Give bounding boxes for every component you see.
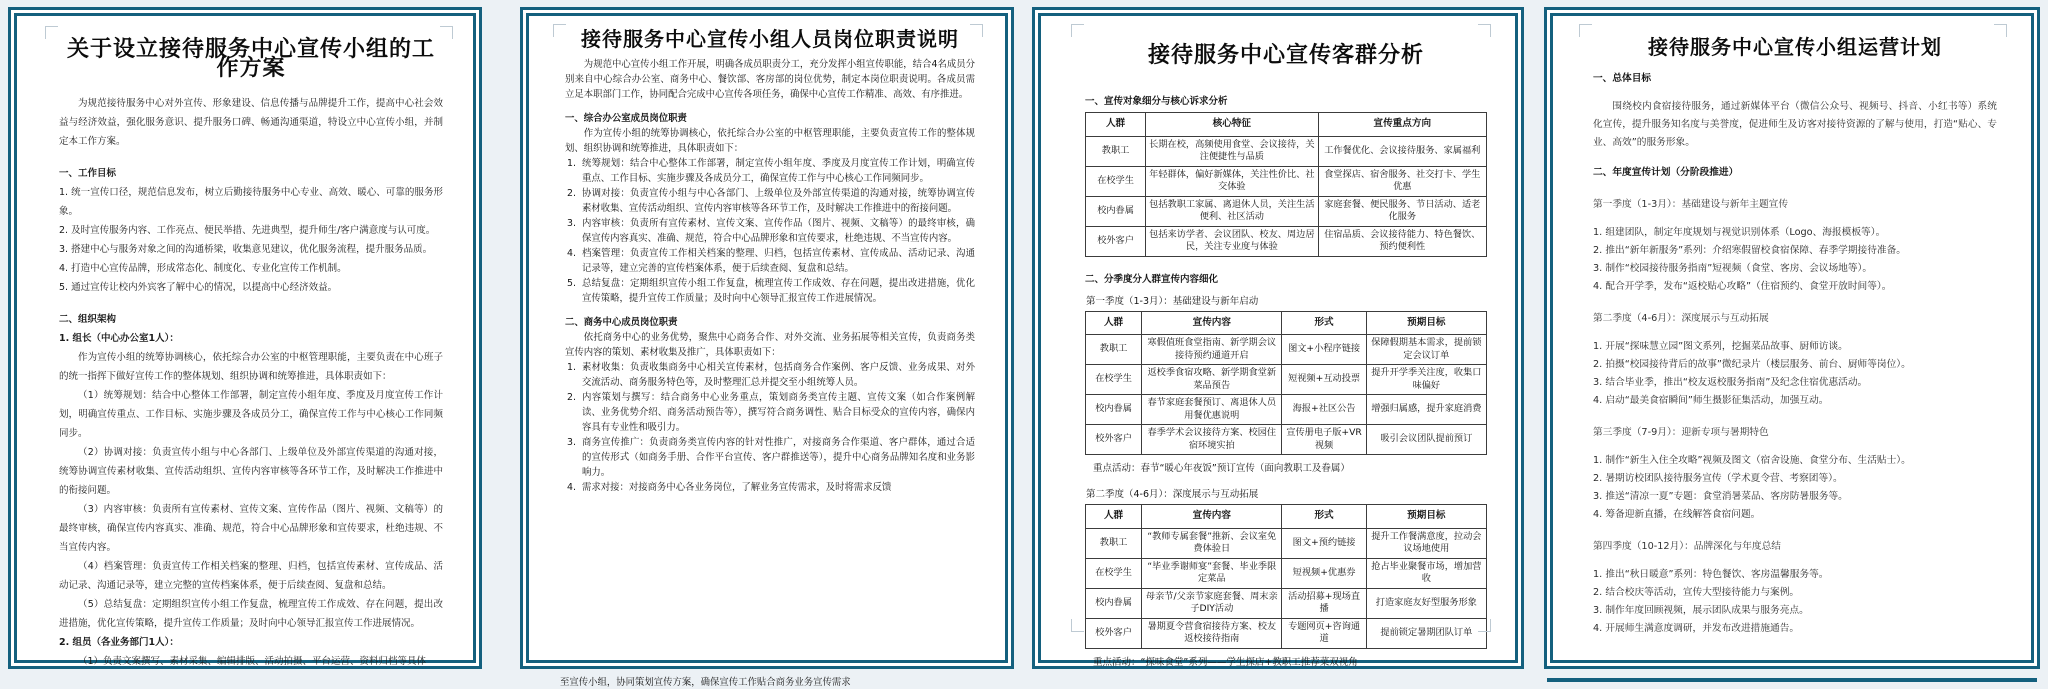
section-heading-org: 二、组织架构 xyxy=(59,314,117,325)
document-page-job-duties xyxy=(520,7,1014,669)
section2-intro: 依托商务中心的业务优势，聚焦中心商务合作、对外交流、业务拓展等相关宣传，负责商务类宣传内容的策划、素材收集及推广，具体职责如下： xyxy=(565,332,975,358)
duty-item xyxy=(565,435,975,480)
plan-item: 1. 推出“秋日暖意”系列：特色餐饮、客房温馨服务等。 xyxy=(1593,569,1829,580)
cell-goal: 增强归属感，提升家庭消费 xyxy=(1366,395,1486,425)
plan-item: 4. 开展师生满意度调研，并发布改进措施通告。 xyxy=(1593,623,1800,634)
item-number: 4. xyxy=(567,482,576,493)
plan-item: 4. 配合开学季，发布“返校贴心攻略”（住宿预约、食堂开放时间等）。 xyxy=(1593,281,1892,292)
cell-content: 返校季食宿攻略、新学期食堂新菜品预告 xyxy=(1142,365,1282,395)
cell-group: 校外客户 xyxy=(1086,618,1142,648)
quarter2-items xyxy=(1593,338,1997,410)
intro-paragraph: 为规范接待服务中心对外宣传、形象建设、信息传播与品牌提升工作，提高中心社会效益与经济效益，强化服务意识、提升服务口碑、畅通沟通渠道，特设立中心宣传小组，并制定本工作方案。 xyxy=(59,98,443,147)
table-header-row xyxy=(1086,505,1487,529)
item-number: 3. xyxy=(567,218,576,229)
cell-group: 在校学生 xyxy=(1086,365,1142,395)
quarter4-label: 第四季度（10-12月）：品牌深化与年度总结 xyxy=(1593,541,1781,552)
q2-table-body xyxy=(1086,528,1487,648)
cell-goal: 提升开学季关注度，收集口味偏好 xyxy=(1366,365,1486,395)
member-heading: 2. 组员（各业务部门1人）： xyxy=(59,637,179,648)
cell-focus: 住宿品质、会议接待能力、特色餐饮、预约便利性 xyxy=(1318,226,1486,256)
duty-item: （1）统筹规划：结合中心整体工作部署，制定宣传小组年度、季度及月度宣传工作计划，明确宣传重点、工作目标、实施步骤及各成员分工，确保宣传工作与中心核心工作同频同步。 xyxy=(59,390,443,439)
q2-label: 第二季度（4-6月）：深度展示与互动拓展 xyxy=(1086,489,1259,500)
section1-intro: 作为宣传小组的统筹协调核心，依托综合办公室的中枢管理职能，主要负责宣传工作的整体规划、组织协调和统筹推进，具体职责如下： xyxy=(565,128,975,154)
plan-item: 4. 筹备迎新直播，在线解答食宿问题。 xyxy=(1593,509,1761,520)
table-row xyxy=(1086,335,1487,365)
item-number: 1. xyxy=(567,362,576,373)
duty-item: （4）档案管理：负责宣传工作相关档案的整理、归档，包括宣传素材、宣传成品、活动记录、沟通记录等，建立完整的宣传档案体系，便于后续查阅、复盘和总结。 xyxy=(59,561,443,591)
col-header: 核心特征 xyxy=(1146,113,1318,137)
section-heading-goals: 一、工作目标 xyxy=(59,168,117,179)
duty-item xyxy=(565,480,975,495)
cell-group: 教职工 xyxy=(1086,528,1142,558)
cell-format: 海报+社区公告 xyxy=(1282,395,1366,425)
page-frame xyxy=(1550,13,2034,663)
cell-content: 暑期夏令营食宿接待方案、校友返校接待指南 xyxy=(1142,618,1282,648)
cell-traits: 年轻群体，偏好新媒体，关注性价比、社交体验 xyxy=(1146,166,1318,196)
margin-crop-mark xyxy=(970,24,983,37)
table-header-row xyxy=(1086,113,1487,137)
cell-goal: 保障假期基本需求，提前锁定会议订单 xyxy=(1366,335,1486,365)
q2-note: 重点活动：“探味食堂”系列——学生探店+教职工推荐菜双视角 xyxy=(1093,656,1358,668)
cell-goal: 提升工作餐满意度，拉动会议场地使用 xyxy=(1366,528,1486,558)
intro-paragraph: 为规范中心宣传小组工作开展，明确各成员职责分工，充分发挥小组宣传职能，结合4名成员分别来自中心综合办公室、商务中心、餐饮部、客房部的岗位优势，制定本岗位职责说明。各成员需立足本职部门工作，协同配合完成中心宣传各项任务，确保中心宣传工作精准、高效、有序推进。 xyxy=(565,59,975,100)
document-page-operation-plan xyxy=(1544,7,2040,669)
quarter1-label: 第一季度（1-3月）：基础建设与新年主题宣传 xyxy=(1593,199,1789,210)
col-header: 人群 xyxy=(1086,113,1146,137)
duty-item xyxy=(565,246,975,276)
col-header: 预期目标 xyxy=(1366,505,1486,529)
plan-item: 3. 推送“清凉一夏”专题：食堂消暑菜品、客房防暑服务等。 xyxy=(1593,491,1848,502)
cell-group: 校内眷属 xyxy=(1086,196,1146,226)
page-title: 接待服务中心宣传小组运营计划 xyxy=(1648,35,1942,59)
leader-duties-list xyxy=(59,386,443,633)
plan-item: 4. 启动“最美食宿瞬间”师生摄影征集活动，加强互动。 xyxy=(1593,395,1829,406)
cell-format: 专题网页+咨询通道 xyxy=(1282,618,1366,648)
margin-crop-mark xyxy=(440,26,453,39)
page-title: 关于设立接待服务中心宣传小组的工作方案 xyxy=(66,37,435,81)
margin-crop-mark xyxy=(1579,24,1592,37)
margin-crop-mark xyxy=(1478,24,1491,37)
margin-crop-mark xyxy=(1994,24,2007,37)
item-text: 协调对接：负责宣传小组与中心各部门、上级单位及外部宣传渠道的沟通对接，统筹协调宣传素材收集、宣传活动组织、宣传内容审核等各环节工作，及时解决工作推进中的衔接问题。 xyxy=(582,188,975,214)
table-header-row xyxy=(1086,311,1487,335)
table-row xyxy=(1086,618,1487,648)
q1-label: 第一季度（1-3月）：基础建设与新年启动 xyxy=(1086,295,1259,307)
item-text: 需求对接：对接商务中心各业务岗位，了解业务宣传需求，及时将需求反馈 xyxy=(582,482,892,493)
plan-item: 3. 结合毕业季，推出“校友返校服务指南”及纪念住宿优惠活动。 xyxy=(1593,377,1868,388)
table-row xyxy=(1086,136,1487,166)
col-header: 形式 xyxy=(1282,311,1366,335)
section1-items xyxy=(565,156,975,306)
section2-heading: 二、分季度分人群宣传内容细化 xyxy=(1085,273,1219,285)
next-page-border-sliver xyxy=(1547,678,2037,682)
table-row xyxy=(1086,588,1487,618)
item-number: 2. xyxy=(567,188,576,199)
cell-group: 在校学生 xyxy=(1086,166,1146,196)
cell-focus: 食堂探店、宿舍服务、社交打卡、学生优惠 xyxy=(1318,166,1486,196)
plan-item: 3. 制作年度回顾视频，展示团队成果与服务亮点。 xyxy=(1593,605,1809,616)
q1-table-body xyxy=(1086,335,1487,455)
quarter3-items xyxy=(1593,452,1997,524)
cell-group: 教职工 xyxy=(1086,136,1146,166)
duty-item: （2）协调对接：负责宣传小组与中心各部门、上级单位及外部宣传渠道的沟通对接，统筹协调宣传素材收集、宣传活动组织、宣传内容审核等各环节工作，及时解决工作推进中的衔接问题。 xyxy=(59,447,443,496)
cell-group: 教职工 xyxy=(1086,335,1142,365)
page-title: 接待服务中心宣传客群分析 xyxy=(1147,43,1424,68)
col-header: 形式 xyxy=(1282,505,1366,529)
goal-item: 3. 搭建中心与服务对象之间的沟通桥梁，收集意见建议，优化服务流程，提升服务品质。 xyxy=(59,244,433,255)
duty-item xyxy=(565,276,975,306)
margin-crop-mark xyxy=(1071,24,1084,37)
page-frame xyxy=(1038,13,1518,668)
page-title: 接待服务中心宣传小组人员岗位职责说明 xyxy=(581,27,959,51)
goals-list xyxy=(59,183,443,297)
cell-group: 在校学生 xyxy=(1086,558,1142,588)
plan-item: 3. 制作“校园接待服务指南”短视频（食堂、客房、会议场地等）。 xyxy=(1593,263,1873,274)
duty-item xyxy=(565,156,975,186)
member-duty: （1）负责文案撰写、素材采集、编辑排版、活动拍摄、平台运营、资料归档等具体 xyxy=(78,656,427,667)
cell-content: 春季学术会议接待方案、校园住宿环境实拍 xyxy=(1142,425,1282,455)
cell-group: 校内眷属 xyxy=(1086,588,1142,618)
section2-heading: 二、年度宣传计划（分阶段推进） xyxy=(1593,167,1739,178)
page-frame xyxy=(14,13,476,667)
cell-format: 图文+小程序链接 xyxy=(1282,335,1366,365)
plan-item: 2. 拍摄“校园接待背后的故事”微纪录片（楼层服务、前台、厨师等岗位）。 xyxy=(1593,359,1911,370)
section2-items xyxy=(565,360,975,495)
document-page-audience-analysis xyxy=(1032,7,1524,669)
item-text: 内容审核：负责所有宣传素材、宣传文案、宣传作品（图片、视频、文稿等）的最终审核，确保宣传内容真实、准确、规范，符合中心品牌形象和宣传要求，杜绝违规、不当宣传内容。 xyxy=(582,218,975,244)
q2-plan-table xyxy=(1085,504,1487,649)
goal-item: 1. 统一宣传口径，规范信息发布，树立后勤接待服务中心专业、高效、暖心、可靠的服务形象。 xyxy=(59,187,443,217)
cell-content: “毕业季谢师宴”套餐、毕业季限定菜品 xyxy=(1142,558,1282,588)
table-row xyxy=(1086,395,1487,425)
plan-item: 2. 结合校庆等活动，宣传大型接待能力与案例。 xyxy=(1593,587,1800,598)
goal-item: 5. 通过宣传让校内外宾客了解中心的情况，以提高中心经济效益。 xyxy=(59,282,338,293)
cell-goal: 抢占毕业聚餐市场，增加营收 xyxy=(1366,558,1486,588)
cell-format: 宣传册电子版+VR视频 xyxy=(1282,425,1366,455)
quarter2-label: 第二季度（4-6月）：深度展示与互动拓展 xyxy=(1593,313,1769,324)
q1-note: 重点活动：春节“暖心年夜饭”预订宣传（面向教职工及眷属） xyxy=(1093,463,1350,474)
cell-content: 春节家庭套餐预订、离退休人员用餐优惠说明 xyxy=(1142,395,1282,425)
plan-item: 1. 制作“新生入住全攻略”视频及图文（宿舍设施、食堂分布、生活贴士）。 xyxy=(1593,455,1911,466)
cell-format: 图文+预约链接 xyxy=(1282,528,1366,558)
clipped-continuation-text: 至宣传小组，协同策划宣传方案，确保宣传工作贴合商务业务宣传需求 xyxy=(560,677,851,688)
goal-item: 4. 打造中心宣传品牌，形成常态化、制度化、专业化宣传工作机制。 xyxy=(59,263,347,274)
table-row xyxy=(1086,196,1487,226)
plan-item: 2. 暑期访校团队接待服务宣传（学术夏令营、考察团等）。 xyxy=(1593,473,1843,484)
duty-item xyxy=(565,390,975,435)
table-row xyxy=(1086,365,1487,395)
table-row xyxy=(1086,166,1487,196)
item-text: 内容策划与撰写：结合商务中心业务重点，策划商务类宣传主题、宣传文案（如合作案例解读、业务优势介绍、商务活动预告等），撰写符合商务调性、贴合目标受众的宣传内容，确保内容具有专业性和吸引力。 xyxy=(582,392,975,433)
col-header: 宣传内容 xyxy=(1142,505,1282,529)
cell-format: 短视频+优惠券 xyxy=(1282,558,1366,588)
cell-goal: 吸引会议团队提前预订 xyxy=(1366,425,1486,455)
cell-focus: 工作餐优化、会议接待服务、家属福利 xyxy=(1318,136,1486,166)
cell-group: 校内眷属 xyxy=(1086,395,1142,425)
section1-heading: 一、总体目标 xyxy=(1593,73,1652,84)
col-header: 宣传内容 xyxy=(1142,311,1282,335)
quarter4-items xyxy=(1593,566,1997,638)
table-row xyxy=(1086,425,1487,455)
col-header: 人群 xyxy=(1086,505,1142,529)
item-number: 5. xyxy=(567,278,576,289)
cell-content: 母亲节/父亲节家庭套餐、周末亲子DIY活动 xyxy=(1142,588,1282,618)
leader-heading: 1. 组长（中心办公室1人）： xyxy=(59,333,179,344)
section1-heading: 一、综合办公室成员岗位职责 xyxy=(565,113,687,124)
item-text: 总结复盘：定期组织宣传小组工作复盘，梳理宣传工作成效、存在问题，提出改进措施，优化宣传策略，提升宣传工作质量；及时向中心领导汇报宣传工作进展情况。 xyxy=(582,278,975,304)
col-header: 宣传重点方向 xyxy=(1318,113,1486,137)
table-row xyxy=(1086,558,1487,588)
cell-traits: 包括来访学者、会议团队、校友、周边居民，关注专业度与体验 xyxy=(1146,226,1318,256)
document-page-work-plan xyxy=(8,7,482,669)
duty-item xyxy=(565,216,975,246)
plan-item: 2. 推出“新年新服务”系列：介绍寒假留校食宿保障、春季学期接待准备。 xyxy=(1593,245,1906,256)
leader-intro: 作为宣传小组的统筹协调核心，依托综合办公室的中枢管理职能，主要负责在中心班子的统一指挥下做好宣传工作的整体规划、组织协调和统筹推进，具体职责如下： xyxy=(59,352,443,382)
page-frame xyxy=(526,13,1008,663)
item-number: 2. xyxy=(567,392,576,403)
cell-goal: 打造家庭友好型服务形象 xyxy=(1366,588,1486,618)
col-header: 人群 xyxy=(1086,311,1142,335)
cell-format: 活动招募+现场直播 xyxy=(1282,588,1366,618)
section2-heading: 二、商务中心成员岗位职责 xyxy=(565,317,678,328)
q1-plan-table xyxy=(1085,311,1487,456)
cell-traits: 长期在校，高频使用食堂、会议接待，关注便捷性与品质 xyxy=(1146,136,1318,166)
item-number: 1. xyxy=(567,158,576,169)
duty-item xyxy=(565,360,975,390)
item-text: 商务宣传推广：负责商务类宣传内容的针对性推广，对接商务合作渠道、客户群体，通过合适的宣传形式（如商务手册、合作平台宣传、客户群推送等），提升中心商务品牌知名度和业务影响力。 xyxy=(582,437,975,478)
cell-group: 校外客户 xyxy=(1086,425,1142,455)
table-row xyxy=(1086,226,1487,256)
margin-crop-mark xyxy=(45,26,58,39)
cell-format: 短视频+互动投票 xyxy=(1282,365,1366,395)
duty-item xyxy=(565,186,975,216)
item-text: 档案管理：负责宣传工作相关档案的整理、归档，包括宣传素材、宣传成品、活动记录、沟通记录等，建立完善的宣传档案体系，便于后续查阅、复盘和总结。 xyxy=(582,248,975,274)
duty-item: （3）内容审核：负责所有宣传素材、宣传文案、宣传作品（图片、视频、文稿等）的最终审核，确保宣传内容真实、准确、规范，符合中心品牌形象和宣传要求，杜绝违规、不当宣传内容。 xyxy=(59,504,443,553)
plan-item: 1. 开展“探味慧立园”图文系列，挖掘菜品故事、厨师访谈。 xyxy=(1593,341,1848,352)
quarter3-label: 第三季度（7-9月）：迎新专项与暑期特色 xyxy=(1593,427,1769,438)
table-row xyxy=(1086,528,1487,558)
audience-table xyxy=(1085,112,1487,257)
duty-item: （5）总结复盘：定期组织宣传小组工作复盘，梳理宣传工作成效、存在问题，提出改进措施，优化宣传策略，提升宣传工作质量；及时向中心领导汇报宣传工作进展情况。 xyxy=(59,599,443,629)
plan-item: 1. 组建团队，制定年度规划与视觉识别体系（Logo、海报模板等）。 xyxy=(1593,227,1886,238)
cell-content: 寒假值班食堂指南、新学期会议接待预约通道开启 xyxy=(1142,335,1282,365)
cell-content: “教师专属套餐”推新、会议室免费体验日 xyxy=(1142,528,1282,558)
cell-goal: 提前锁定暑期团队订单 xyxy=(1366,618,1486,648)
item-text: 素材收集：负责收集商务中心相关宣传素材，包括商务合作案例、客户反馈、业务成果、对外交流活动、商务服务特色等，及时整理汇总并提交至小组统筹人员。 xyxy=(582,362,975,388)
cell-group: 校外客户 xyxy=(1086,226,1146,256)
audience-table-body xyxy=(1086,136,1487,256)
cell-traits: 包括教职工家属、离退休人员，关注生活便利、社区活动 xyxy=(1146,196,1318,226)
cell-focus: 家庭套餐、便民服务、节日活动、适老化服务 xyxy=(1318,196,1486,226)
goal-item: 2. 及时宣传服务内容、工作亮点、便民举措、先进典型，提升师生/客户满意度与认可度。 xyxy=(59,225,436,236)
overall-goal-paragraph: 围绕校内食宿接待服务，通过新媒体平台（微信公众号、视频号、抖音、小红书等）系统化宣传，提升服务知名度与美誉度，促进师生及访客对接待资源的了解与使用，打造“贴心、专业、高效”的服务形象。 xyxy=(1593,101,1997,148)
item-text: 统筹规划：结合中心整体工作部署，制定宣传小组年度、季度及月度宣传工作计划，明确宣传重点、工作目标、实施步骤及各成员分工，确保宣传工作与中心核心工作同频同步。 xyxy=(582,158,975,184)
margin-crop-mark xyxy=(1071,619,1084,632)
item-number: 3. xyxy=(567,437,576,448)
col-header: 预期目标 xyxy=(1366,311,1486,335)
margin-crop-mark xyxy=(1478,619,1491,632)
quarter1-items xyxy=(1593,224,1997,296)
item-number: 4. xyxy=(567,248,576,259)
margin-crop-mark xyxy=(553,24,566,37)
section1-heading: 一、宣传对象细分与核心诉求分析 xyxy=(1085,96,1228,107)
